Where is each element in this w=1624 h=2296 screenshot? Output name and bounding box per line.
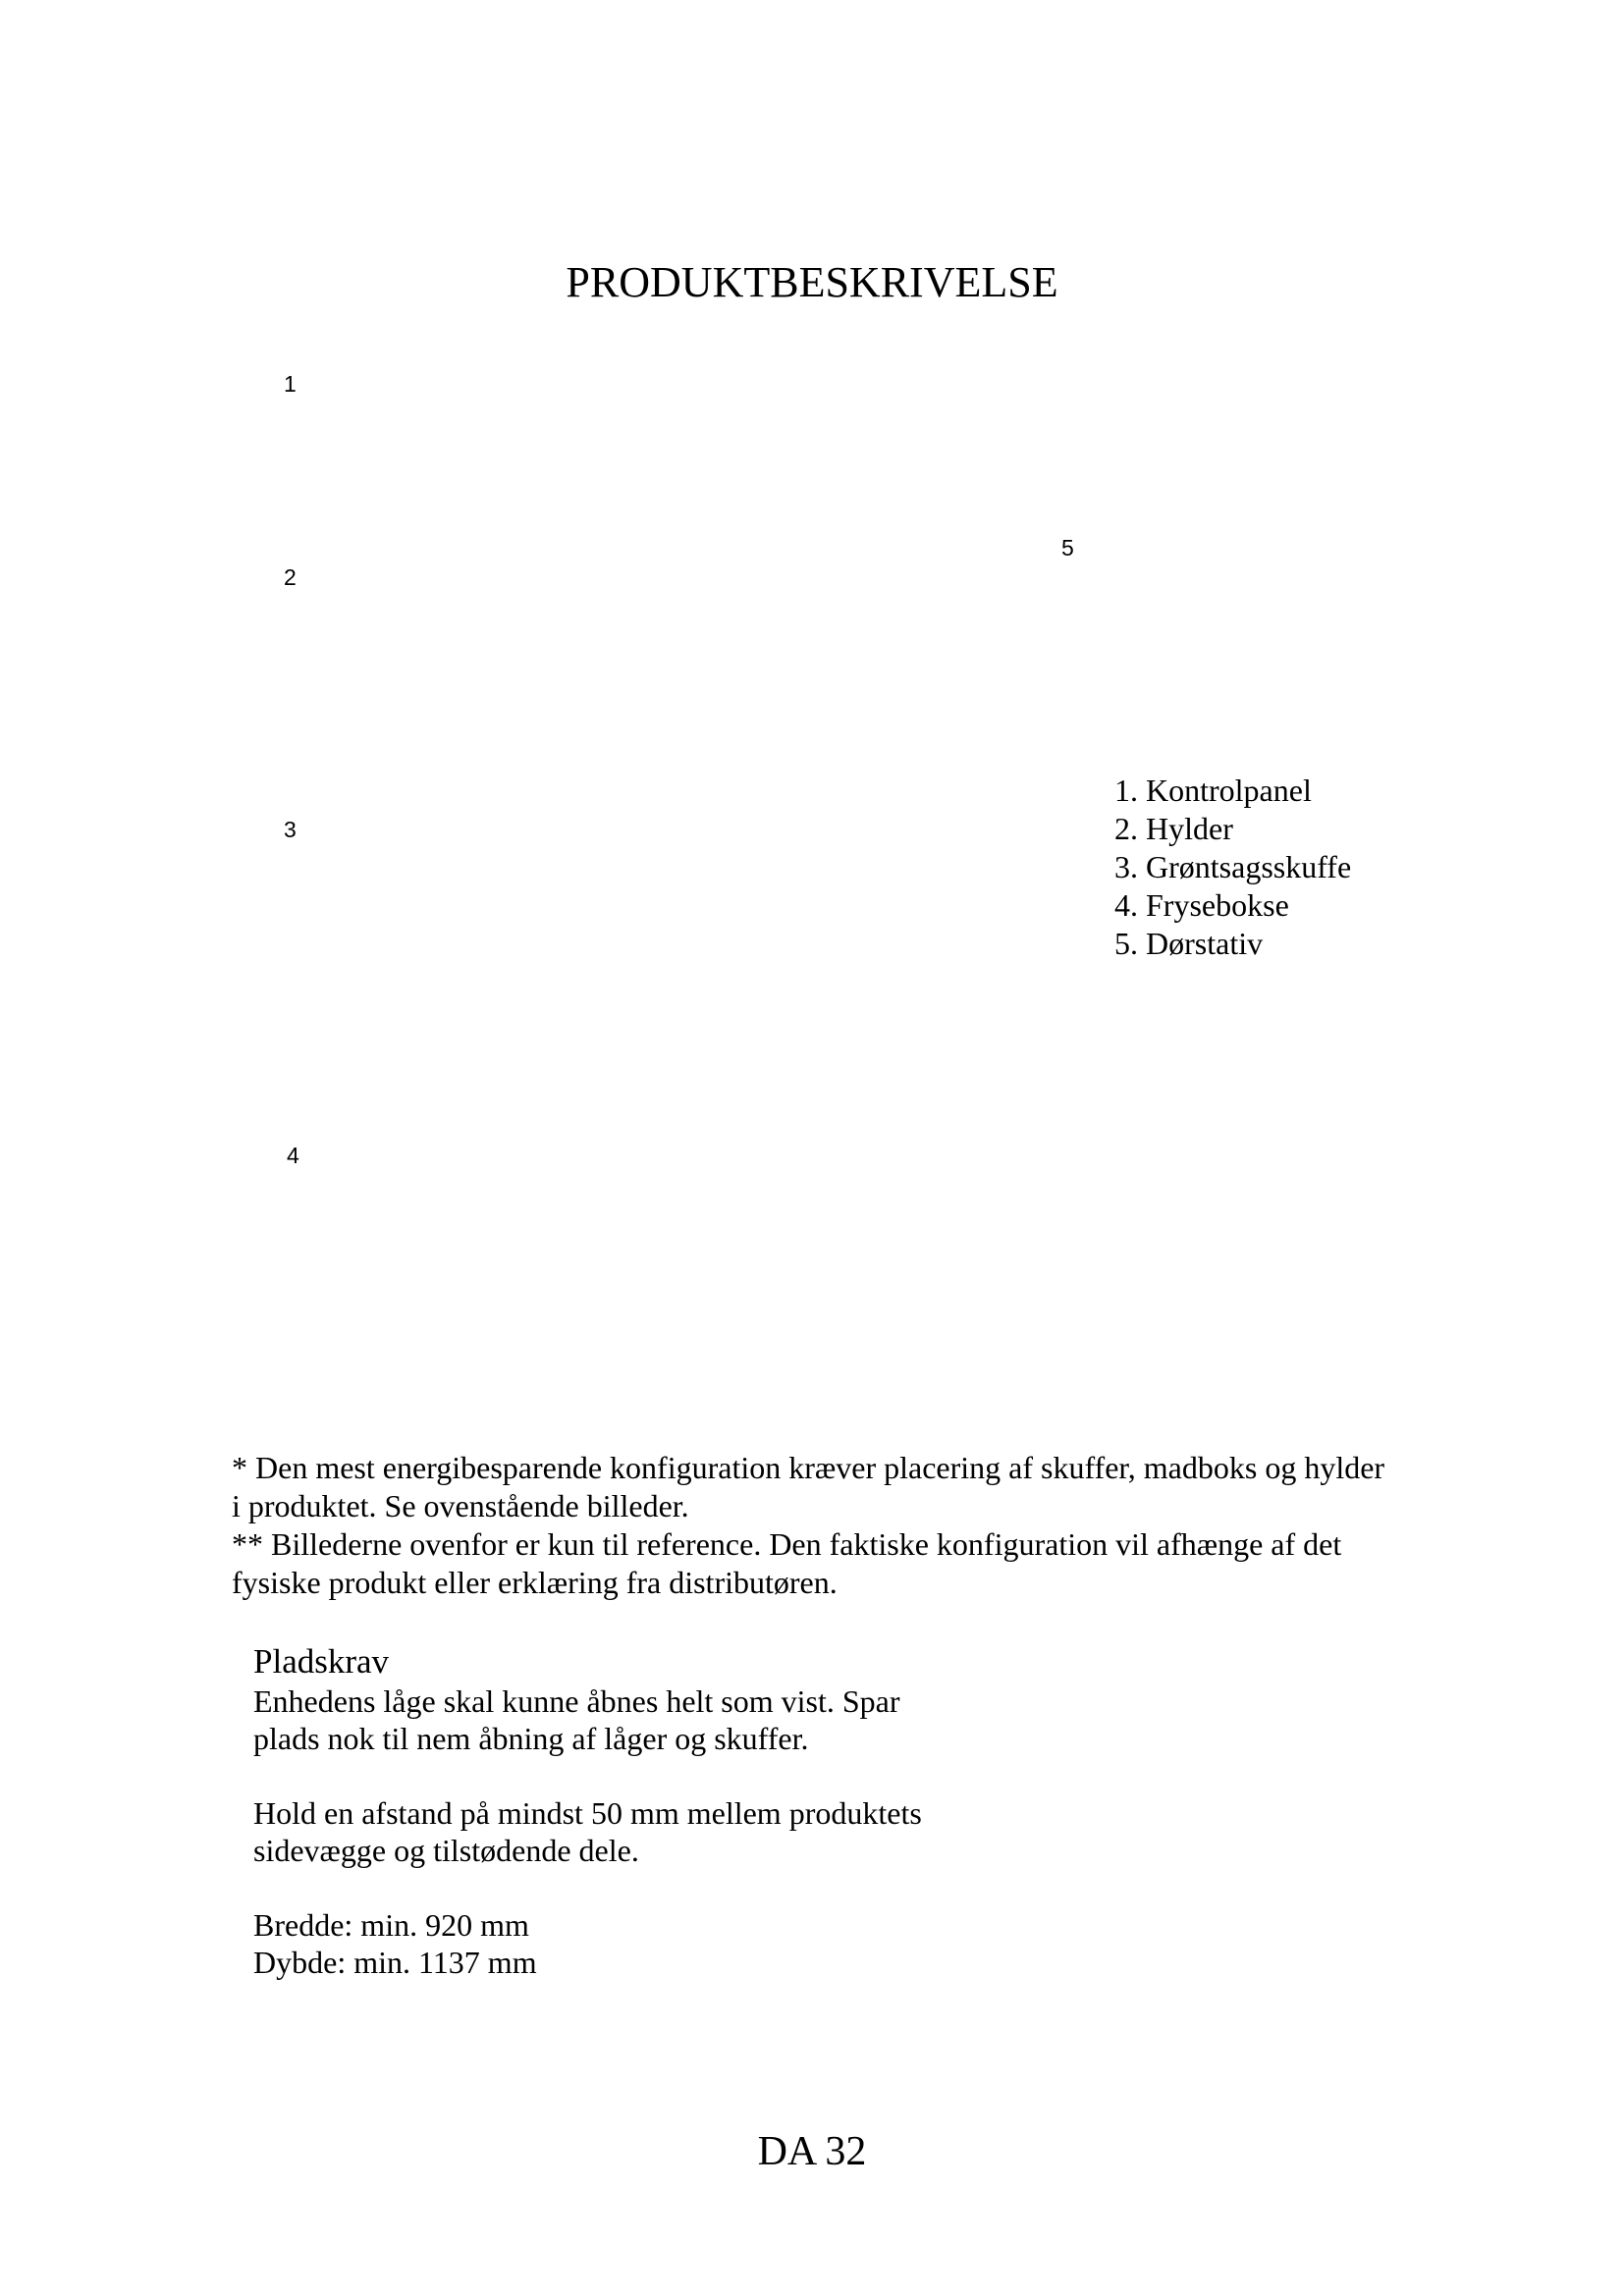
space-text-line: Hold en afstand på mindst 50 mm mellem produktets (253, 1795, 922, 1831)
legend-item: 4. Frysebokse (1114, 887, 1289, 923)
depth-requirement: Dybde: min. 1137 mm (253, 1945, 537, 1980)
width-requirement: Bredde: min. 920 mm (253, 1907, 529, 1943)
callout-5: 5 (1061, 535, 1074, 561)
callout-1: 1 (284, 371, 297, 397)
page-number: DA 32 (757, 2129, 867, 2174)
space-text-line: sidevægge og tilstødende dele. (253, 1833, 639, 1868)
space-text-line: Enhedens låge skal kunne åbnes helt som vist. Spar (253, 1683, 900, 1719)
space-requirements (253, 1641, 922, 1981)
note-line: i produktet. Se ovenstående billeder. (232, 1488, 689, 1523)
spacer (253, 1869, 922, 1906)
notes (232, 1449, 1384, 1602)
parts-legend (1114, 772, 1351, 963)
space-text-line: plads nok til nem åbning af låger og skuffer. (253, 1721, 809, 1756)
note-line: ** Billederne ovenfor er kun til reference. Den faktiske konfiguration vil afhænge af det (232, 1526, 1342, 1562)
note-line: * Den mest energibesparende konfiguration kræver placering af skuffer, madboks og hylder (232, 1450, 1385, 1485)
spacer (253, 1757, 922, 1794)
callout-3: 3 (284, 817, 297, 842)
callout-2: 2 (284, 564, 297, 590)
callout-4: 4 (287, 1143, 299, 1168)
legend-item: 2. Hylder (1114, 811, 1233, 846)
legend-item: 5. Dørstativ (1114, 926, 1264, 961)
legend-item: 3. Grøntsagsskuffe (1114, 849, 1352, 884)
page-title: PRODUKTBESKRIVELSE (566, 258, 1058, 306)
legend-item: 1. Kontrolpanel (1114, 773, 1312, 808)
space-heading: Pladskrav (253, 1642, 390, 1681)
note-line: fysiske produkt eller erklæring fra distributøren. (232, 1565, 838, 1600)
